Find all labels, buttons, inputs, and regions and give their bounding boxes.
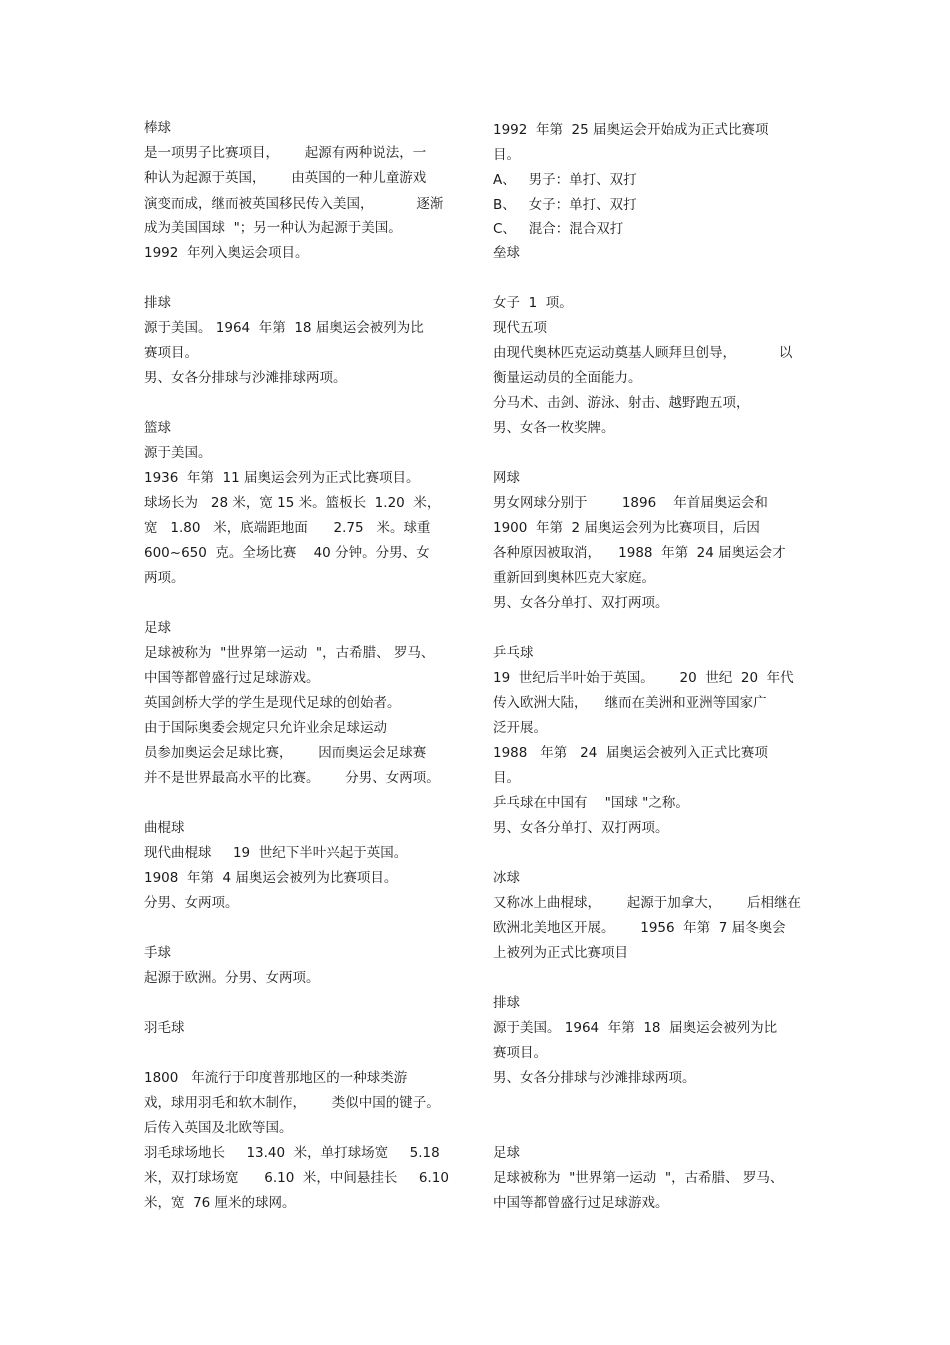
section-heading-volleyball: 排球 — [493, 995, 520, 1011]
text-line: 传入欧洲大陆， 继而在美洲和亚洲等国家广 — [493, 695, 767, 711]
list-item: B、 女子：单打、双打 — [493, 197, 637, 213]
text-line: 乒乓球在中国有 "国球 "之称。 — [493, 795, 689, 811]
text-line: 目。 — [493, 147, 520, 163]
text-line: 上被列为正式比赛项目 — [493, 945, 628, 961]
text-line: 赛项目。 — [493, 1045, 547, 1061]
text-line: 两项。 — [144, 570, 185, 586]
section-heading-volleyball: 排球 — [144, 295, 171, 311]
text-line: 源于美国。 1964 年第 18 届奥运会被列为比 — [144, 320, 424, 336]
text-line: 羽毛球场地长 13.40 米，单打球场宽 5.18 — [144, 1145, 440, 1161]
section-heading-football: 足球 — [493, 1145, 520, 1161]
text-line: 英国剑桥大学的学生是现代足球的创始者。 — [144, 695, 401, 711]
section-heading-softball: 垒球 — [493, 245, 520, 261]
list-item: A、 男子：单打、双打 — [493, 172, 637, 188]
text-line: 宽 1.80 米，底端距地面 2.75 米。球重 — [144, 520, 431, 536]
text-line: 种认为起源于英国， 由英国的一种儿童游戏 — [144, 170, 427, 186]
text-line: 足球被称为 "世界第一运动 "，古希腊、 罗马、 — [493, 1170, 784, 1186]
text-line: 600~650 克。全场比赛 40 分钟。分男、女 — [144, 545, 430, 561]
text-line: 员参加奥运会足球比赛， 因而奥运会足球赛 — [144, 745, 427, 761]
section-heading-ice-hockey: 冰球 — [493, 870, 520, 886]
text-line: 男、女各分单打、双打两项。 — [493, 820, 669, 836]
text-line: 1988 年第 24 届奥运会被列入正式比赛项 — [493, 745, 768, 761]
text-line: 赛项目。 — [144, 345, 198, 361]
section-heading-tennis: 网球 — [493, 470, 520, 486]
section-heading-baseball: 棒球 — [144, 120, 171, 136]
text-line: 米，双打球场宽 6.10 米，中间悬挂长 6.10 — [144, 1170, 449, 1186]
text-line: 戏，球用羽毛和软木制作， 类似中国的键子。 — [144, 1095, 440, 1111]
section-heading-hockey: 曲棍球 — [144, 820, 185, 836]
text-line: 米，宽 76 厘米的球网。 — [144, 1195, 296, 1211]
section-heading-badminton: 羽毛球 — [144, 1020, 185, 1036]
text-line: 重新回到奥林匹克大家庭。 — [493, 570, 655, 586]
text-line: 欧洲北美地区开展。 1956 年第 7 届冬奥会 — [493, 920, 786, 936]
text-line: 由现代奥林匹克运动奠基人顾拜旦创导， 以 — [493, 345, 793, 361]
text-line: 源于美国。 1964 年第 18 届奥运会被列为比 — [493, 1020, 778, 1036]
text-line: 足球被称为 "世界第一运动 "，古希腊、 罗马、 — [144, 645, 435, 661]
text-line: 是一项男子比赛项目， 起源有两种说法，一 — [144, 145, 427, 161]
section-heading-football: 足球 — [144, 620, 171, 636]
text-line: 男、女各分排球与沙滩排球两项。 — [493, 1070, 696, 1086]
text-line: 演变而成，继而被英国移民传入美国， 逐渐 — [144, 196, 444, 212]
text-line: 并不是世界最高水平的比赛。 分男、女两项。 — [144, 770, 440, 786]
text-line: 成为美国国球 "；另一种认为起源于美国。 — [144, 220, 402, 236]
text-line: 男、女各分单打、双打两项。 — [493, 595, 669, 611]
text-line: 各种原因被取消， 1988 年第 24 届奥运会才 — [493, 545, 786, 561]
text-line: 男、女各分排球与沙滩排球两项。 — [144, 370, 347, 386]
text-line: 1800 年流行于印度普那地区的一种球类游 — [144, 1070, 408, 1086]
text-line: 男女网球分别于 1896 年首届奥运会和 — [493, 495, 768, 511]
section-heading-table-tennis: 乒乓球 — [493, 645, 534, 661]
list-item: C、 混合：混合双打 — [493, 221, 624, 237]
text-line: 女子 1 项。 — [493, 295, 573, 311]
text-line: 又称冰上曲棍球， 起源于加拿大， 后相继在 — [493, 895, 801, 911]
text-line: 分马术、击剑、游泳、射击、越野跑五项， — [493, 395, 750, 411]
section-heading-pentathlon: 现代五项 — [493, 320, 547, 336]
text-line: 分男、女两项。 — [144, 895, 239, 911]
text-line: 1992 年列入奥运会项目。 — [144, 245, 309, 261]
text-line: 目。 — [493, 770, 520, 786]
text-line: 19 世纪后半叶始于英国。 20 世纪 20 年代 — [493, 670, 794, 686]
text-line: 现代曲棍球 19 世纪下半叶兴起于英国。 — [144, 845, 408, 861]
text-line: 中国等都曾盛行过足球游戏。 — [493, 1195, 669, 1211]
text-line: 男、女各一枚奖牌。 — [493, 420, 615, 436]
section-heading-handball: 手球 — [144, 945, 171, 961]
text-line: 1900 年第 2 届奥运会列为比赛项目，后因 — [493, 520, 760, 536]
text-line: 由于国际奥委会规定只允许业余足球运动 — [144, 720, 387, 736]
text-line: 1992 年第 25 届奥运会开始成为正式比赛项 — [493, 122, 769, 138]
text-line: 后传入英国及北欧等国。 — [144, 1120, 293, 1136]
text-line: 中国等都曾盛行过足球游戏。 — [144, 670, 320, 686]
text-line: 球场长为 28 米，宽 15 米。篮板长 1.20 米， — [144, 495, 441, 511]
text-line: 源于美国。 — [144, 445, 212, 461]
text-line: 起源于欧洲。分男、女两项。 — [144, 970, 320, 986]
text-line: 1936 年第 11 届奥运会列为正式比赛项目。 — [144, 470, 420, 486]
text-line: 1908 年第 4 届奥运会被列为比赛项目。 — [144, 870, 398, 886]
text-line: 衡量运动员的全面能力。 — [493, 370, 642, 386]
text-line: 泛开展。 — [493, 720, 547, 736]
section-heading-basketball: 篮球 — [144, 420, 171, 436]
